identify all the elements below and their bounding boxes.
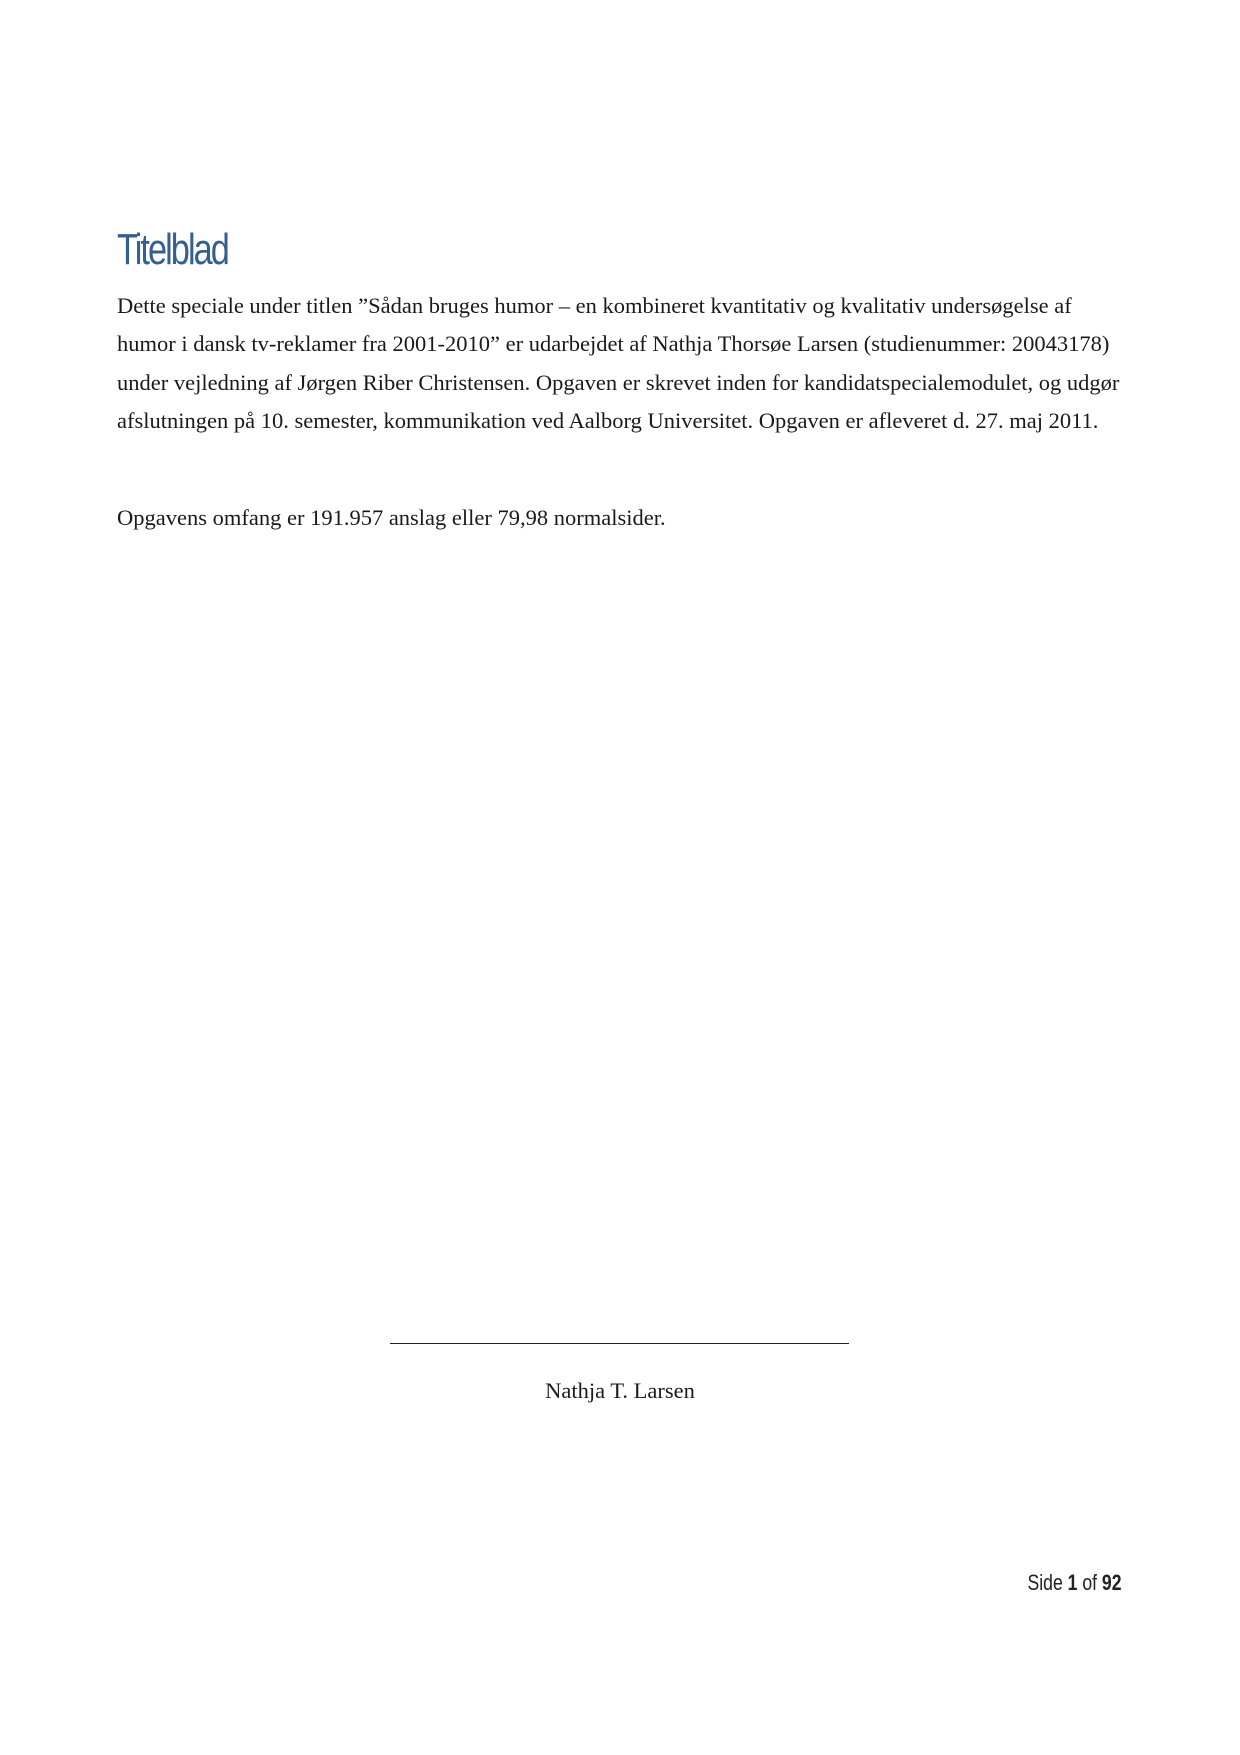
signature-line xyxy=(390,1343,849,1344)
scope-paragraph: Opgavens omfang er 191.957 anslag eller 79,98 normalsider. xyxy=(117,505,666,530)
title-page-paragraph: Dette speciale under titlen ”Sådan bruges humor – en kombineret kvantitativ og kvalitativ undersøgelse af humor i dansk tv-reklamer fra 2001-2010” er udarbejdet af Nathja Thorsøe Larsen (studienummer: 20043178) under vejledning af Jørgen Riber Christensen. Opgaven er skrevet inden for kandidatspecialemodulet, og udgør afslutningen på 10. semester, kommunikation ved Aalborg Universitet. Opgaven er afleveret d. 27. maj 2011. xyxy=(117,293,1120,433)
signature-name: Nathja T. Larsen xyxy=(545,1378,695,1403)
footer-prefix: Side xyxy=(1027,1570,1064,1595)
page-title: Titelblad xyxy=(117,225,228,274)
footer-page-number: 1 xyxy=(1068,1570,1078,1595)
page-footer xyxy=(1028,1570,1122,1596)
footer-total-pages: 92 xyxy=(1102,1570,1122,1595)
footer-of: of xyxy=(1082,1570,1098,1595)
